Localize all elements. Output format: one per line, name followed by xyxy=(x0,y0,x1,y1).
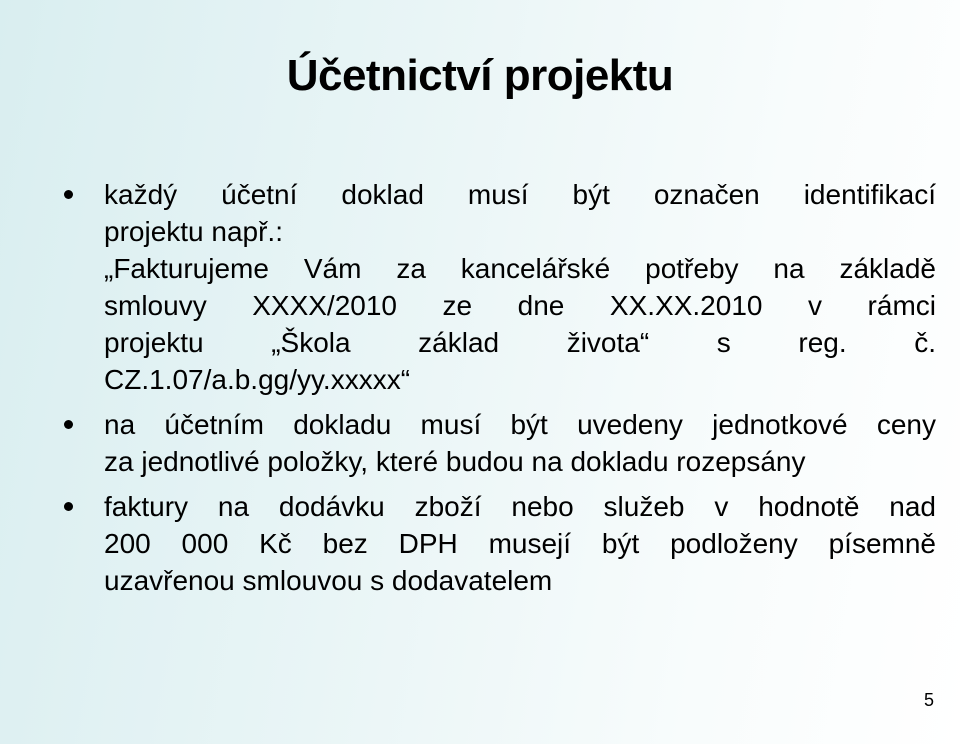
bullet-dot-icon xyxy=(64,420,73,429)
bullet-line: 200 000 Kč bez DPH musejí být podloženy písemně xyxy=(104,528,936,559)
bullet-item-contract-requirement xyxy=(64,488,936,599)
bullet-line: CZ.1.07/a.b.gg/yy.xxxxx“ xyxy=(104,364,411,395)
bullet-item-document-identification xyxy=(64,176,936,398)
bullet-line: na účetním dokladu musí být uvedeny jednotkové ceny xyxy=(104,409,936,440)
page-number: 5 xyxy=(923,690,934,710)
bullet-line: za jednotlivé položky, které budou na dokladu rozepsány xyxy=(104,446,806,477)
bullet-line: každý účetní doklad musí být označen identifikací xyxy=(104,179,936,210)
bullet-line: „Fakturujeme Vám za kancelářské potřeby na základě xyxy=(104,253,936,284)
bullet-item-unit-prices xyxy=(64,406,936,480)
bullet-line: faktury na dodávku zboží nebo služeb v hodnotě nad xyxy=(104,491,936,522)
bullet-dot-icon xyxy=(64,190,73,199)
bullet-list xyxy=(64,176,936,607)
slide-title: Účetnictví projektu xyxy=(286,51,674,100)
bullet-line: smlouvy XXXX/2010 ze dne XX.XX.2010 v rámci xyxy=(104,290,936,321)
bullet-line: uzavřenou smlouvou s dodavatelem xyxy=(104,565,553,596)
bullet-line: projektu např.: xyxy=(104,216,283,247)
bullet-line: projektu „Škola základ života“ s reg. č. xyxy=(104,327,936,358)
bullet-dot-icon xyxy=(64,502,73,511)
